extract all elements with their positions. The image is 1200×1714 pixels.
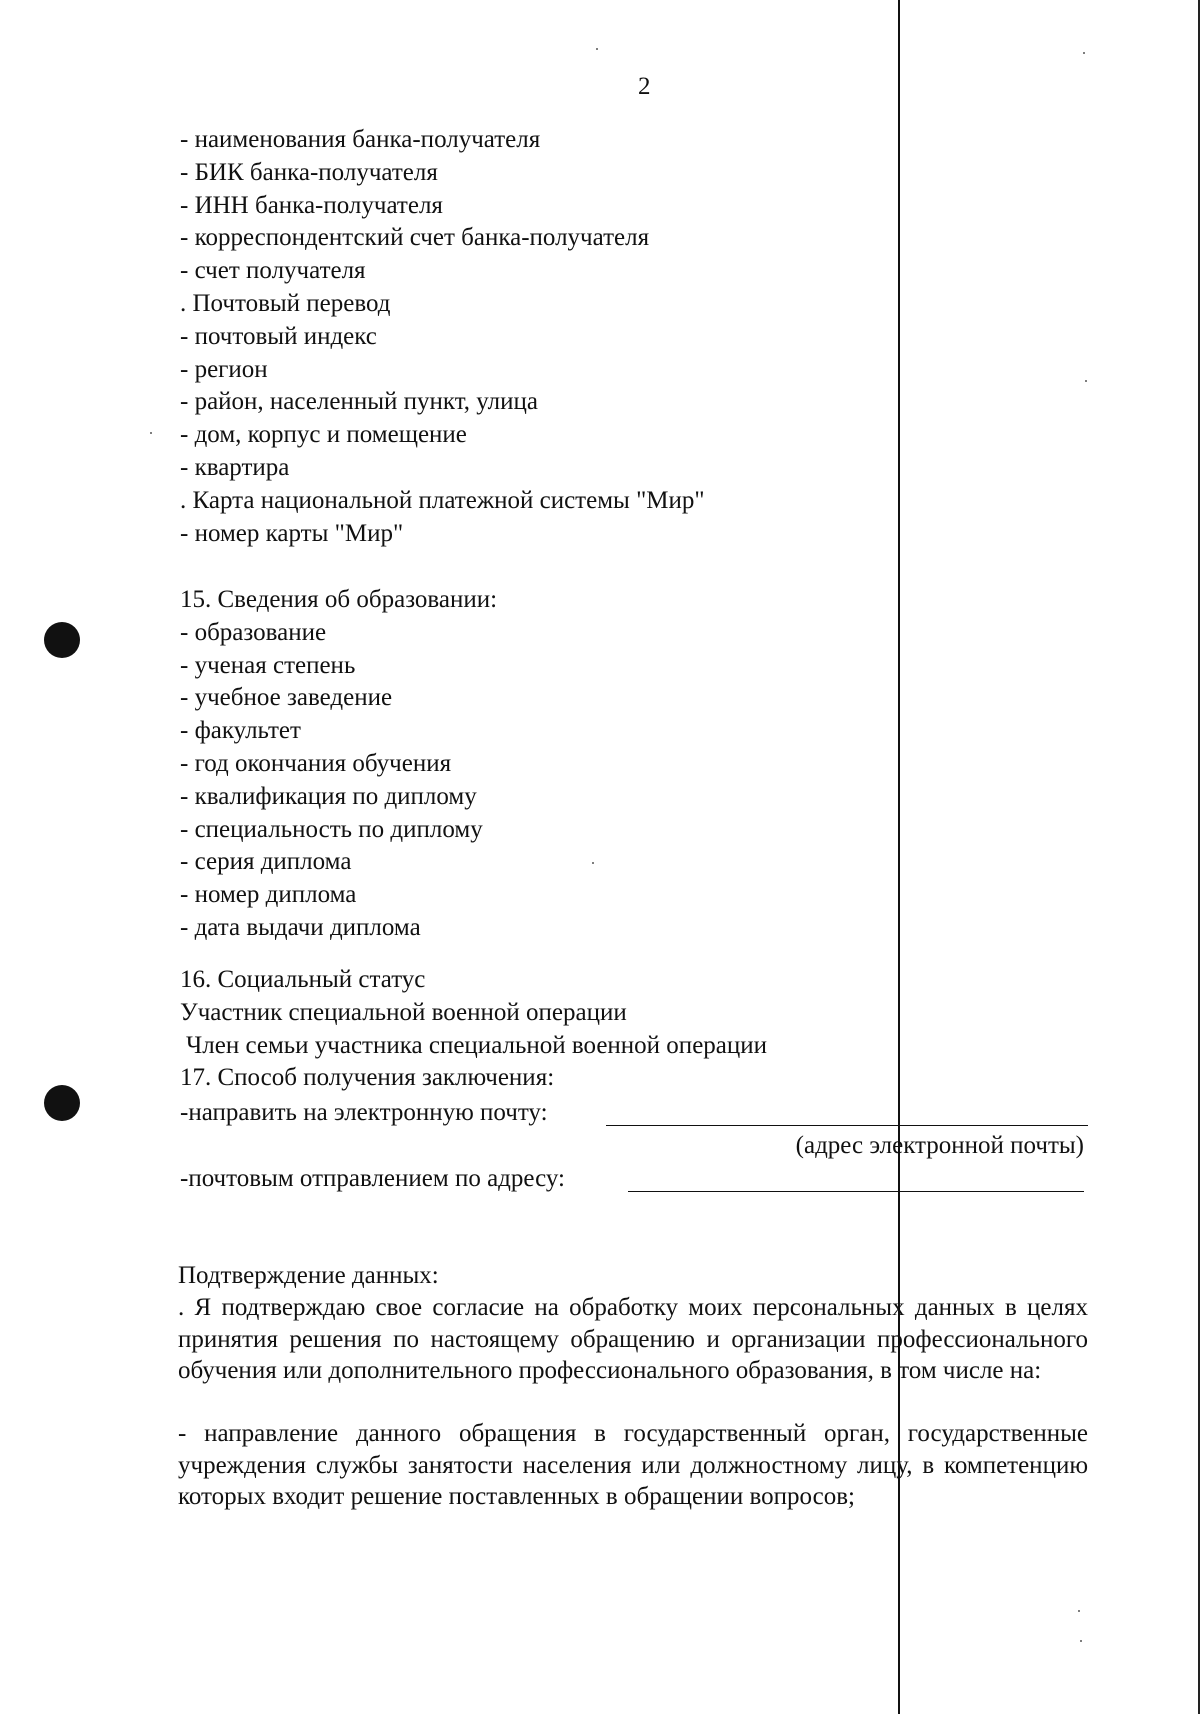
payment-line: - БИК банка-получателя bbox=[180, 158, 438, 186]
payment-line: - почтовый индекс bbox=[180, 322, 377, 350]
section-heading: 17. Способ получения заключения: bbox=[180, 1064, 555, 1092]
education-item: - специальность по диплому bbox=[180, 815, 483, 843]
punch-hole-bottom bbox=[44, 1085, 80, 1121]
section-heading: 15. Сведения об образовании: bbox=[180, 586, 498, 613]
education-section bbox=[180, 584, 497, 945]
payment-line: - корреспондентский счет банка-получателя bbox=[180, 224, 650, 252]
status-option-participant[interactable]: Участник специальной военной операции bbox=[180, 998, 627, 1026]
punch-hole-top bbox=[44, 622, 80, 658]
payment-line: - дом, корпус и помещение bbox=[180, 421, 467, 449]
section-heading: 16. Социальный статус bbox=[180, 966, 426, 993]
post-address-label: -почтовым отправлением по адресу: bbox=[180, 1165, 565, 1192]
payment-line: - счет получателя bbox=[180, 257, 366, 285]
payment-line: - ИНН банка-получателя bbox=[180, 191, 443, 219]
education-item: - серия диплома bbox=[180, 848, 352, 876]
scan-speck bbox=[592, 862, 594, 864]
social-status-section bbox=[180, 964, 767, 1095]
status-option-family[interactable]: Член семьи участника специальной военной операции bbox=[186, 1031, 768, 1059]
payment-line: . Почтовый перевод bbox=[180, 289, 391, 317]
education-item: - образование bbox=[180, 618, 327, 646]
education-item: - факультет bbox=[180, 717, 301, 745]
education-item: - учебное заведение bbox=[180, 684, 393, 712]
consent-paragraph: . Я подтверждаю свое согласие на обработку моих персональных данных в целях принятия решения по настоящему обращению и организации профессионального обучения или дополнительного профессионального образования, в том числе на: bbox=[178, 1294, 1088, 1384]
scan-speck bbox=[1083, 52, 1085, 54]
scan-speck bbox=[596, 48, 598, 50]
email-field[interactable] bbox=[606, 1125, 1088, 1126]
scan-speck bbox=[1085, 380, 1087, 382]
education-item: - квалификация по диплому bbox=[180, 782, 477, 810]
email-caption: (адрес электронной почты) bbox=[795, 1132, 1084, 1159]
payment-line: . Карта национальной платежной системы "Мир" bbox=[180, 486, 705, 514]
scan-speck bbox=[1080, 1640, 1082, 1642]
education-item: - номер диплома bbox=[180, 881, 357, 909]
payment-line: - район, населенный пункт, улица bbox=[180, 388, 539, 416]
payment-details-list bbox=[180, 124, 705, 550]
education-item: - ученая степень bbox=[180, 651, 356, 679]
post-address-field[interactable] bbox=[628, 1191, 1084, 1192]
scan-speck bbox=[1078, 1610, 1080, 1612]
education-item: - год окончания обучения bbox=[180, 749, 452, 777]
payment-line: - номер карты "Мир" bbox=[180, 519, 404, 547]
page-number: 2 bbox=[638, 73, 651, 100]
payment-line: - квартира bbox=[180, 453, 290, 481]
scan-speck bbox=[150, 432, 152, 434]
payment-line: - регион bbox=[180, 355, 268, 383]
education-item: - дата выдачи диплома bbox=[180, 913, 421, 941]
payment-line: - наименования банка-получателя bbox=[180, 126, 541, 153]
direction-paragraph: - направление данного обращения в государственный орган, государственные учреждения службы занятости населения или должностному лицу, в компетенцию которых входит решение поставленных в обращении вопросов; bbox=[178, 1420, 1088, 1510]
confirmation-heading: Подтверждение данных: bbox=[178, 1262, 439, 1289]
email-label: -направить на электронную почту: bbox=[180, 1099, 548, 1126]
